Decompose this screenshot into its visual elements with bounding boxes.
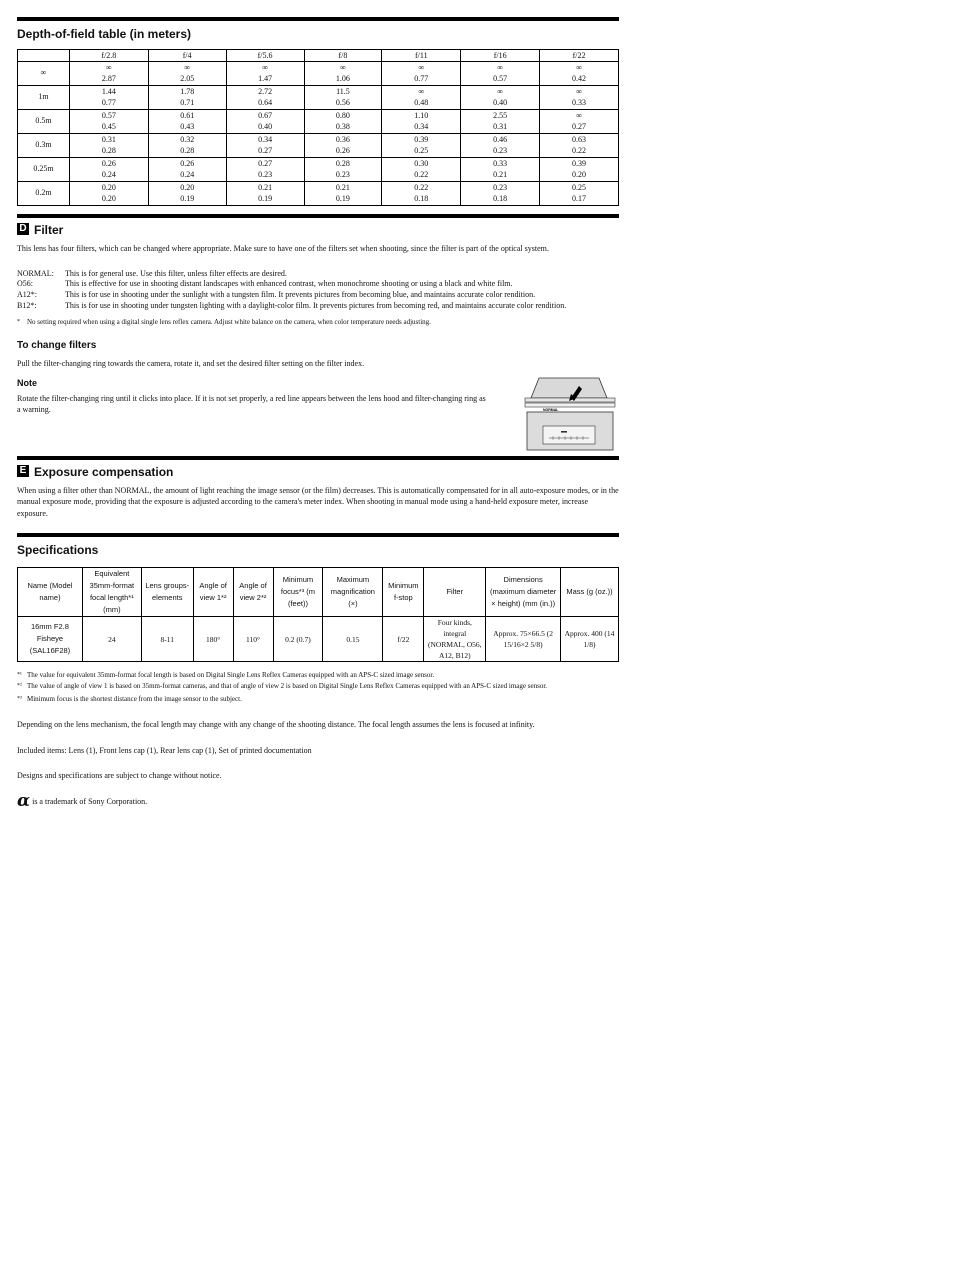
footnote-text: The value of angle of view 1 is based on 35mm-format cameras, and that of angle of view 2 is based on Digital Single Lens Reflex Cameras equipped with an APS-C sized image sensor. <box>27 682 548 691</box>
filter-title: Filter <box>34 223 64 237</box>
specs-cell: 180° <box>193 617 233 662</box>
document-page <box>17 17 619 811</box>
dof-cell <box>304 110 382 134</box>
footnote-text: The value for equivalent 35mm-format focal length is based on Digital Single Lens Reflex Cameras equipped with an APS-C sized image sensor. <box>27 671 435 680</box>
dof-far-limit: 0.57 <box>101 111 116 120</box>
dof-cell <box>382 86 461 110</box>
dof-far-limit: 11.5 <box>336 87 350 96</box>
dof-cell <box>461 62 540 86</box>
dof-cell <box>148 110 226 134</box>
filter-desc: This is effective for use in shooting distant landscapes with enhanced contrast, when monochrome shooting or using a black and white film. <box>65 279 513 289</box>
dof-near-limit: 0.19 <box>258 193 273 203</box>
dof-cell <box>69 86 148 110</box>
change-notice: Designs and specifications are subject to change without notice. <box>17 771 222 781</box>
specs-cell: Approx. 400 (14 1/8) <box>561 617 619 662</box>
dof-near-limit: 0.77 <box>101 97 116 107</box>
footnote-text: No setting required when using a digital single lens reflex camera. Adjust white balance on the camera, when color temperature needs adjusting. <box>27 318 431 327</box>
dof-far-limit: 0.25 <box>572 183 587 192</box>
dof-far-limit: 2.72 <box>258 87 273 96</box>
dof-col-header: f/2.8 <box>69 50 148 62</box>
dof-far-limit: ∞ <box>418 87 425 96</box>
section-rule <box>17 456 619 460</box>
dof-col-header: f/8 <box>304 50 382 62</box>
specs-col-header: Filter <box>424 568 486 617</box>
dof-col-header: f/5.6 <box>226 50 304 62</box>
dof-near-limit: 0.21 <box>493 169 508 179</box>
dof-far-limit: 0.21 <box>335 183 350 192</box>
focal-length-note: Depending on the lens mechanism, the focal length may change with any change of the shooting distance. The focal length assumes the lens is focused at infinity. <box>17 720 535 730</box>
dof-header-row <box>18 50 619 62</box>
dof-far-limit: ∞ <box>418 63 425 72</box>
filter-label: NORMAL: <box>17 268 54 278</box>
dof-near-limit: 0.25 <box>414 145 429 155</box>
specs-col-header: Equivalent 35mm-format focal length*¹ (mm) <box>82 568 141 617</box>
dof-cell <box>226 86 304 110</box>
dof-cell <box>226 134 304 158</box>
dof-near-limit: 0.33 <box>572 97 587 107</box>
dof-row <box>18 182 619 206</box>
specs-cell: 0.2 (0.7) <box>273 617 323 662</box>
dof-col-header: f/22 <box>540 50 619 62</box>
dof-cell <box>304 134 382 158</box>
dof-far-limit: ∞ <box>340 63 346 72</box>
dof-near-limit: 0.27 <box>572 121 587 131</box>
filter-desc: This is for use in shooting under tungsten lighting with a daylight-color film. It prevents pictures from becoming red, and maintains accurate color rendition. <box>65 300 567 310</box>
dof-near-limit: 0.34 <box>414 121 429 131</box>
specs-col-header: Maximum magnification (×) <box>323 568 383 617</box>
dof-far-limit: 0.27 <box>258 159 273 168</box>
change-filters-title: To change filters <box>17 340 97 352</box>
dof-cell <box>148 86 226 110</box>
illustration-label: NORMAL <box>543 407 559 412</box>
dof-cell <box>461 182 540 206</box>
specs-cell: 16mm F2.8 Fisheye (SAL16F28) <box>18 617 83 662</box>
dof-distance-cell: 0.25m <box>18 158 70 182</box>
specs-col-header: Lens groups-elements <box>141 568 193 617</box>
dof-distance-cell: ∞ <box>18 62 70 86</box>
dof-title: Depth-of-field table (in meters) <box>17 27 192 41</box>
dof-near-limit: 0.40 <box>258 121 273 131</box>
dof-far-limit: 0.26 <box>101 159 116 168</box>
dof-cell <box>226 158 304 182</box>
specs-data-row <box>18 617 619 662</box>
specs-col-header: Name (Model name) <box>18 568 83 617</box>
dof-distance-cell: 0.3m <box>18 134 70 158</box>
filter-section <box>17 223 619 456</box>
dof-near-limit: 0.71 <box>180 97 195 107</box>
exposure-title: Exposure compensation <box>34 464 174 479</box>
dof-far-limit: 0.20 <box>101 183 116 192</box>
dof-cell <box>226 110 304 134</box>
specs-footnote <box>17 681 619 692</box>
specs-cell: 24 <box>82 617 141 662</box>
specs-footnote <box>17 670 619 681</box>
footnote-mark: *² <box>17 683 22 690</box>
dof-near-limit: 0.24 <box>180 169 195 179</box>
dof-cell <box>148 158 226 182</box>
dof-row <box>18 158 619 182</box>
note-block <box>17 378 619 456</box>
dof-far-limit: 0.34 <box>258 135 273 144</box>
dof-cell <box>461 110 540 134</box>
dof-near-limit: 0.23 <box>335 169 350 179</box>
section-badge-e: E <box>17 465 29 477</box>
dof-far-limit: ∞ <box>576 111 582 120</box>
dof-far-limit: 0.26 <box>180 159 195 168</box>
exposure-text: When using a filter other than NORMAL, the amount of light reaching the image sensor (or the film) decreases. This is automatically compensated for in all auto-exposure modes, or in the manual exposure mode, providing that the exposure is adjusted according to the camera's meter index. When shooting in manual mode using a hand-held exposure meter, increase exposure. <box>17 485 619 518</box>
dof-cell <box>304 158 382 182</box>
filter-footnote <box>17 317 619 328</box>
dof-cell <box>304 62 382 86</box>
trademark-text: is a trademark of Sony Corporation. <box>32 796 148 806</box>
dof-near-limit: 0.43 <box>180 121 195 131</box>
specs-cell: f/22 <box>383 617 424 662</box>
dof-cell <box>382 62 461 86</box>
dof-far-limit: 1.78 <box>180 87 195 96</box>
dof-near-limit: 0.18 <box>493 193 508 203</box>
dof-near-limit: 0.17 <box>572 193 587 203</box>
dof-far-limit: 0.36 <box>335 135 350 144</box>
dof-far-limit: 0.31 <box>101 135 116 144</box>
dof-near-limit: 2.05 <box>180 73 195 83</box>
filter-label: B12*: <box>17 300 37 310</box>
dof-near-limit: 0.40 <box>493 97 508 107</box>
section-rule <box>17 533 619 537</box>
dof-far-limit: ∞ <box>576 87 582 96</box>
dof-cell <box>540 110 619 134</box>
dof-cell <box>69 134 148 158</box>
specs-cell: 8-11 <box>141 617 193 662</box>
dof-far-limit: 0.39 <box>414 135 429 144</box>
dof-near-limit: 1.47 <box>258 73 273 83</box>
dof-near-limit: 0.27 <box>258 145 273 155</box>
dof-near-limit: 0.19 <box>180 193 195 203</box>
dof-near-limit: 0.28 <box>180 145 195 155</box>
dof-near-limit: 1.06 <box>335 73 350 83</box>
dof-far-limit: 0.61 <box>180 111 195 120</box>
dof-far-limit: 0.46 <box>493 135 508 144</box>
dof-near-limit: 0.31 <box>493 121 508 131</box>
dof-cell <box>382 110 461 134</box>
specs-section <box>17 543 619 811</box>
dof-far-limit: 0.20 <box>180 183 195 192</box>
dof-far-limit: 1.10 <box>414 111 429 120</box>
dof-near-limit: 0.22 <box>414 169 429 179</box>
dof-far-limit: ∞ <box>184 63 191 72</box>
dof-far-limit: ∞ <box>106 63 112 72</box>
filter-intro: This lens has four filters, which can be changed where appropriate. Make sure to have one of the filters set when shooting, since the filter is part of the optical system. <box>17 244 549 253</box>
dof-far-limit: 0.39 <box>572 159 587 168</box>
included-items: Included items: Lens (1), Front lens cap (1), Rear lens cap (1), Set of printed documentation <box>17 745 312 755</box>
dof-far-limit: 0.32 <box>180 135 195 144</box>
dof-near-limit: 0.20 <box>572 169 587 179</box>
dof-near-limit: 0.26 <box>335 145 350 155</box>
dof-far-limit: 1.44 <box>101 87 116 96</box>
specs-cell: 110° <box>233 617 273 662</box>
dof-cell <box>461 134 540 158</box>
dof-near-limit: 0.20 <box>101 193 116 203</box>
footnote-mark: * <box>17 319 20 326</box>
dof-row <box>18 62 619 86</box>
filter-desc: This is for general use. Use this filter, unless filter effects are desired. <box>65 268 287 278</box>
dof-cell <box>382 182 461 206</box>
dof-cell <box>382 134 461 158</box>
dof-row <box>18 86 619 110</box>
filter-heading <box>17 223 619 237</box>
specs-cell: Approx. 75×66.5 (2 15/16×2 5/8) <box>486 617 561 662</box>
dof-cell <box>382 158 461 182</box>
dof-row <box>18 110 619 134</box>
filter-label: A12*: <box>17 289 37 299</box>
dof-cell <box>69 158 148 182</box>
specs-col-header: Angle of view 2*² <box>233 568 273 617</box>
dof-cell <box>461 86 540 110</box>
dof-far-limit: 0.22 <box>414 183 429 192</box>
specs-table <box>17 567 619 662</box>
dof-cell <box>540 182 619 206</box>
dof-far-limit: 0.67 <box>258 111 273 120</box>
exposure-heading <box>17 465 619 479</box>
dof-near-limit: 0.19 <box>335 193 350 203</box>
dof-near-limit: 0.45 <box>101 121 116 131</box>
dof-cell <box>540 86 619 110</box>
lens-illustration <box>519 374 619 454</box>
dof-near-limit: 0.23 <box>493 145 508 155</box>
dof-col-header: f/4 <box>148 50 226 62</box>
dof-section <box>17 27 619 206</box>
dof-cell <box>540 134 619 158</box>
dof-cell <box>148 182 226 206</box>
trademark-line <box>17 790 619 811</box>
dof-near-limit: 0.56 <box>335 97 350 107</box>
dof-cell <box>540 62 619 86</box>
dof-cell <box>540 158 619 182</box>
footnote-mark: *³ <box>17 696 22 703</box>
dof-cell <box>69 62 148 86</box>
dof-far-limit: ∞ <box>576 63 582 72</box>
dof-distance-cell: 0.5m <box>18 110 70 134</box>
dof-far-limit: 2.55 <box>493 111 508 120</box>
change-filters-text: Pull the filter-changing ring towards the camera, rotate it, and set the desired filter setting on the filter index. <box>17 359 365 369</box>
specs-header-row <box>18 568 619 617</box>
dof-corner-cell <box>18 50 70 62</box>
dof-cell <box>148 134 226 158</box>
dof-distance-cell: 0.2m <box>18 182 70 206</box>
dof-near-limit: 0.42 <box>572 73 587 83</box>
dof-col-header: f/11 <box>382 50 461 62</box>
dof-far-limit: 0.23 <box>493 183 508 192</box>
filter-desc: This is for use in shooting under the sunlight with a tungsten film. It prevents pictures from becoming blue, and maintains accurate color rendition. <box>65 289 536 299</box>
dof-near-limit: 0.18 <box>414 193 429 203</box>
dof-near-limit: 0.24 <box>101 169 116 179</box>
specs-col-header: Angle of view 1*² <box>193 568 233 617</box>
dof-near-limit: 0.23 <box>258 169 273 179</box>
dof-far-limit: 0.28 <box>335 159 350 168</box>
dof-cell <box>461 158 540 182</box>
dof-near-limit: 0.22 <box>572 145 587 155</box>
specs-cell: Four kinds, integral (NORMAL, O56, A12, B12) <box>424 617 486 662</box>
dof-cell <box>226 182 304 206</box>
note-title: Note <box>17 377 37 388</box>
section-rule <box>17 17 619 21</box>
dof-far-limit: 0.80 <box>335 111 350 120</box>
dof-cell <box>148 62 226 86</box>
dof-row <box>18 134 619 158</box>
dof-far-limit: 0.33 <box>493 159 508 168</box>
alpha-logo: α <box>17 790 31 811</box>
dof-cell <box>304 86 382 110</box>
dof-far-limit: ∞ <box>497 63 503 72</box>
dof-near-limit: 0.57 <box>493 73 508 83</box>
specs-footnote <box>17 694 619 705</box>
dof-near-limit: 0.28 <box>101 145 116 155</box>
specs-footnotes <box>17 670 619 705</box>
note-text: Rotate the filter-changing ring until it clicks into place. If it is not set properly, a red line appears between the lens hood and filter-changing ring as a warning. <box>17 393 486 415</box>
dof-far-limit: ∞ <box>497 87 503 96</box>
filter-list <box>17 269 619 312</box>
dof-near-limit: 0.48 <box>414 97 429 107</box>
dof-cell <box>69 110 148 134</box>
specs-col-header: Minimum focus*³ (m (feet)) <box>273 568 323 617</box>
dof-near-limit: 0.38 <box>335 121 350 131</box>
dof-far-limit: 0.63 <box>572 135 587 144</box>
dof-near-limit: 0.77 <box>414 73 429 83</box>
specs-col-header: Dimensions (maximum diameter × height) (mm (in.)) <box>486 568 561 617</box>
dof-col-header: f/16 <box>461 50 540 62</box>
specs-title: Specifications <box>17 543 99 558</box>
dof-near-limit: 2.87 <box>101 73 116 83</box>
specs-col-header: Mass (g (oz.)) <box>561 568 619 617</box>
dof-far-limit: ∞ <box>262 63 268 72</box>
dof-near-limit: 0.64 <box>258 97 273 107</box>
dof-far-limit: 0.30 <box>414 159 429 168</box>
specs-cell: 0.15 <box>323 617 383 662</box>
footnote-text: Minimum focus is the shortest distance from the image sensor to the subject. <box>27 695 242 704</box>
dof-cell <box>69 182 148 206</box>
dof-distance-cell: 1m <box>18 86 70 110</box>
exposure-section <box>17 465 619 520</box>
footnote-mark: *¹ <box>17 672 22 679</box>
dof-far-limit: 0.21 <box>258 183 273 192</box>
section-rule <box>17 214 619 218</box>
filter-label: O56: <box>17 279 33 289</box>
dof-cell <box>226 62 304 86</box>
section-badge-d: D <box>17 223 29 235</box>
dof-cell <box>304 182 382 206</box>
dof-table <box>17 49 619 206</box>
specs-col-header: Minimum f-stop <box>383 568 424 617</box>
